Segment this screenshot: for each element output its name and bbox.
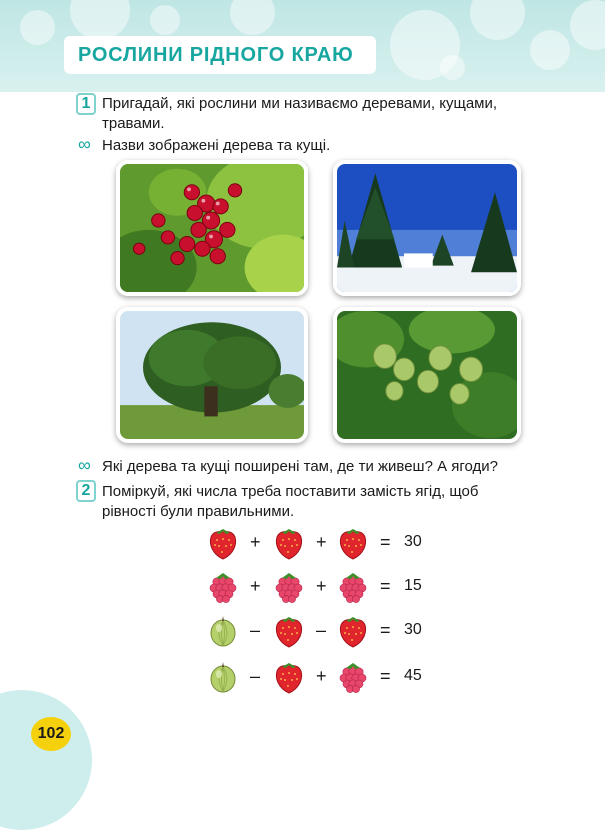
task-number-2: 2: [76, 480, 96, 502]
strawberry-icon: [274, 660, 304, 694]
strawberry-icon: [208, 526, 238, 560]
equation-row: [208, 658, 448, 698]
spruce-photo: [333, 160, 521, 296]
raspberry-icon: [338, 660, 368, 694]
page-title: РОСЛИНИ РІДНОГО КРАЮ: [78, 43, 354, 66]
equation-row: [208, 612, 448, 652]
operator-sign: +: [250, 532, 261, 552]
operator-sign: +: [250, 576, 261, 596]
strawberry-icon: [274, 526, 304, 560]
corner-decoration: [0, 690, 92, 830]
equation-row: [208, 524, 448, 564]
task-number-1: 1: [76, 93, 96, 115]
title-box: [64, 36, 376, 74]
raspberry-icon: [338, 570, 368, 604]
gooseberry-icon: [208, 660, 238, 694]
task1-text-line1: Пригадай, які рослини ми називаємо деревами, кущами,: [102, 95, 498, 112]
equation-result: 30: [404, 533, 422, 550]
task2-text-line1: Поміркуй, які числа треба поставити замість ягід, щоб: [102, 483, 479, 500]
redcurrant-photo: [116, 160, 308, 296]
equation-row: [208, 568, 448, 608]
gooseberry-icon: [208, 614, 238, 648]
equals-sign: =: [380, 576, 391, 596]
equation-result: 30: [404, 621, 422, 638]
raspberry-icon: [274, 570, 304, 604]
equals-sign: =: [380, 532, 391, 552]
operator-sign: –: [316, 620, 327, 640]
equation-result: 45: [404, 667, 422, 684]
task1-text-line2: травами.: [102, 115, 165, 132]
equals-sign: =: [380, 666, 391, 686]
strawberry-icon: [338, 614, 368, 648]
equals-sign: =: [380, 620, 391, 640]
operator-sign: +: [316, 576, 327, 596]
strawberry-icon: [338, 526, 368, 560]
page-number: 102: [31, 717, 71, 751]
task1-bullet: Назви зображені дерева та кущі.: [102, 137, 331, 154]
pair-work-icon: ∞: [78, 134, 91, 154]
task2-text-line2: рівності були правильними.: [102, 503, 295, 520]
question-text: Які дерева та кущі поширені там, де ти живеш? А ягоди?: [102, 458, 499, 475]
pair-work-icon-2: ∞: [78, 455, 91, 475]
strawberry-icon: [274, 614, 304, 648]
raspberry-icon: [208, 570, 238, 604]
equation-result: 15: [404, 577, 422, 594]
operator-sign: +: [316, 666, 327, 686]
oak-photo: [116, 307, 308, 443]
operator-sign: –: [250, 666, 261, 686]
operator-sign: +: [316, 532, 327, 552]
operator-sign: –: [250, 620, 261, 640]
gooseberry-photo: [333, 307, 521, 443]
